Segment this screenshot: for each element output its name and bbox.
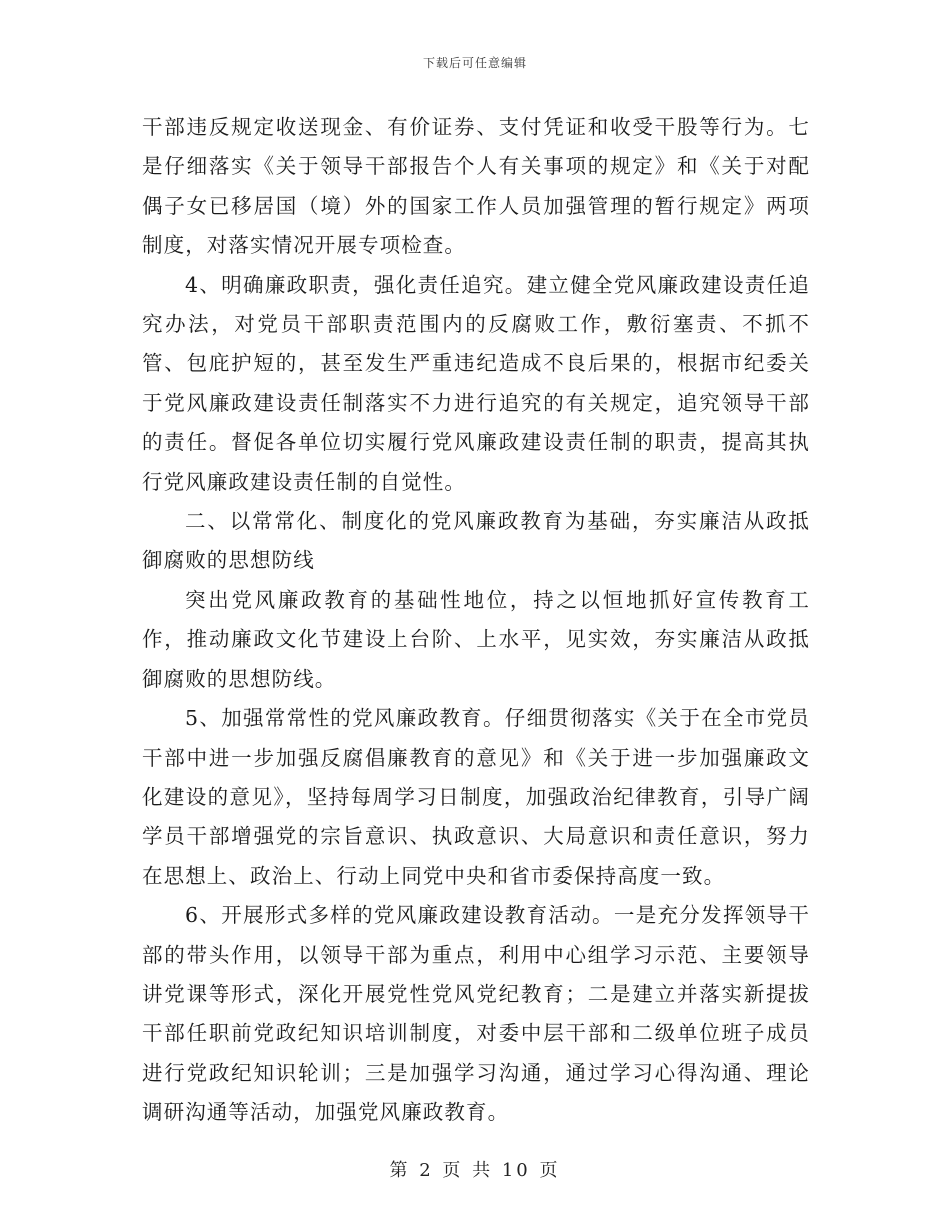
paragraph-item-4: 4、明确廉政职责，强化责任追究。建立健全党风廉政建设责任追究办法，对党员干部职责范围内的反腐败工作，敷衍塞责、不抓不管、包庇护短的，甚至发生严重违纪造成不良后果的，根据市纪委关于党风廉政建设责任制落实不力进行追究的有关规定，追究领导干部的责任。督促各单位切实履行党风廉政建设责任制的职责，提高其执行党风廉政建设责任制的自觉性。 [142, 272, 810, 494]
paragraph-section-intro: 突出党风廉政教育的基础性地位，持之以恒地抓好宣传教育工作，推动廉政文化节建设上台阶、上水平，见实效，夯实廉洁从政抵御腐败的思想防线。 [142, 587, 810, 691]
page-header: 下载后可任意编辑 [422, 56, 527, 70]
document-body [142, 108, 810, 1133]
paragraph-item-5: 5、加强常常性的党风廉政教育。仔细贯彻落实《关于在全市党员干部中进一步加强反腐倡廉教育的意见》和《关于进一步加强廉政文化建设的意见》，坚持每周学习日制度，加强政治纪律教育，引导广阔学员干部增强党的宗旨意识、执政意识、大局意识和责任意识，努力在思想上、政治上、行动上同党中央和省市委保持高度一致。 [142, 706, 810, 888]
section-heading-2: 二、以常常化、制度化的党风廉政教育为基础，夯实廉洁从政抵御腐败的思想防线 [142, 509, 810, 573]
paragraph-item-6: 6、开展形式多样的党风廉政建设教育活动。一是充分发挥领导干部的带头作用，以领导干部为重点，利用中心组学习示范、主要领导讲党课等形式，深化开展党性党风党纪教育；二是建立并落实新提拔干部任职前党政纪知识培训制度，对委中层干部和二级单位班子成员进行党政纪知识轮训；三是加强学习沟通，通过学习心得沟通、理论调研沟通等活动，加强党风廉政教育。 [142, 903, 810, 1125]
page-footer: 第 2 页 共 10 页 [389, 1160, 561, 1181]
paragraph-continuation: 干部违反规定收送现金、有价证券、支付凭证和收受干股等行为。七是仔细落实《关于领导干部报告个人有关事项的规定》和《关于对配偶子女已移居国（境）外的国家工作人员加强管理的暂行规定》两项制度，对落实情况开展专项检查。 [142, 115, 810, 258]
